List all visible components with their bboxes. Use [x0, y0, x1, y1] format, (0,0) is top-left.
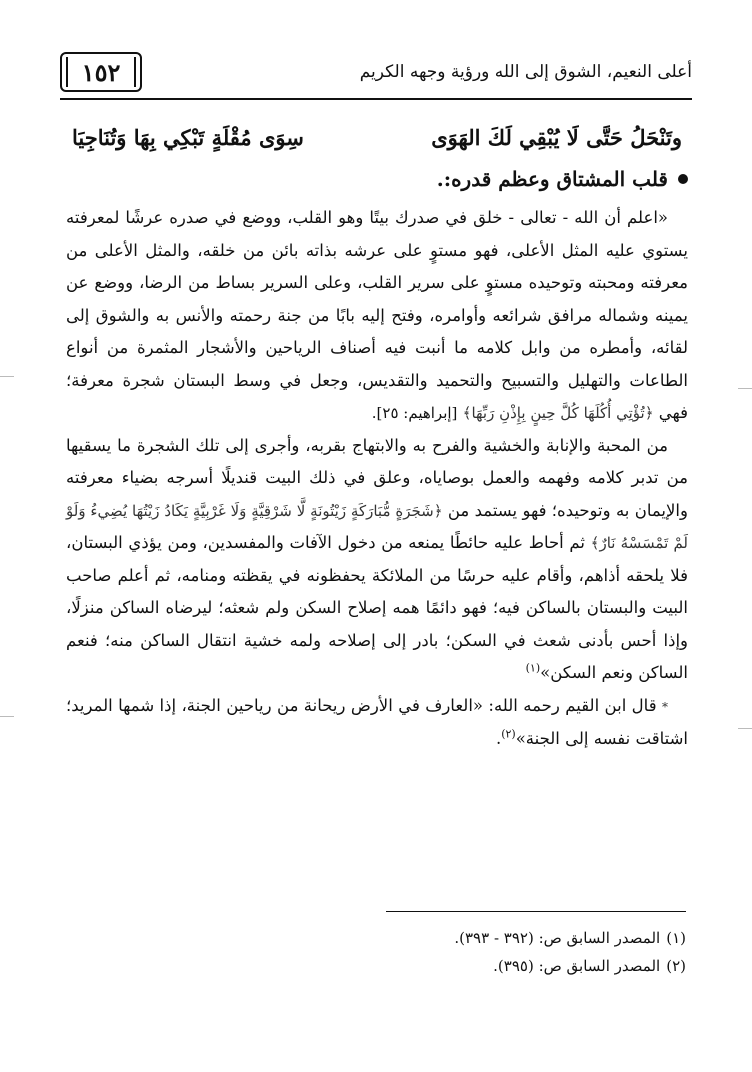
paragraph-3-text: قال ابن القيم رحمه الله: «العارف في الأرض ريحانة من رياحين الجنة، إذا شمها المريد؛ اشتاقت نفسه إلى الجنة» — [66, 695, 688, 748]
page-header — [60, 44, 692, 102]
paragraph-1-text: «اعلم أن الله - تعالى - خلق في صدرك بيتًا وهو القلب، ووضع في صدره عرشًا لمعرفته يستوي عليه المثل الأعلى، فهو مستوٍ على عرشه بذاته بائن من خلقه، والمثل الأعلى من معرفته ومحبته وتوحيده مستوٍ على سرير القلب، وعلى السرير بساط من الرضا، ووضع عن يمينه وشماله مرافق شرائعه وأوامره، وفتح إليه بابًا من جنة رحمته والأنس به والشوق إلى لقائه، وأمطره من وابل كلامه ما أنبت فيه أصناف الرياحين والأشجار المثمرة من أنواع الطاعات والتهليل والتسبيح والتحميد والتقديس، وجعل في وسط البستان شجرة معرفة؛ فهي — [66, 208, 688, 422]
margin-mark — [738, 728, 752, 729]
quran-reference-1: [إبراهيم: ٢٥]. — [371, 404, 458, 422]
paragraph-1 — [66, 202, 688, 430]
quran-quote-1: ﴿تُؤْتِي أُكُلَهَا كُلَّ حِينٍ بِإِذْنِ رَبِّهَا﴾ — [462, 404, 654, 422]
paragraph-3-end: . — [495, 729, 502, 748]
footnote-item — [64, 924, 686, 952]
page-number: ١٥٢ — [60, 52, 142, 92]
footnotes — [64, 924, 686, 980]
running-title: أعلى النعيم، الشوق إلى الله ورؤية وجهه الكريم — [359, 62, 692, 82]
footnote-number: (٢) — [666, 957, 686, 975]
section-heading-text: قلب المشتاق وعظم قدره:. — [436, 167, 668, 191]
footnote-text: المصدر السابق ص: (٣٩٥). — [493, 957, 661, 975]
footnote-number: (١) — [666, 929, 686, 947]
poetry-verse — [66, 118, 688, 158]
footnote-text: المصدر السابق ص: (٣٩٢ - ٣٩٣). — [454, 929, 661, 947]
margin-mark — [738, 388, 752, 389]
footnote-divider — [386, 911, 686, 912]
page-body — [66, 118, 688, 756]
section-heading — [66, 160, 688, 198]
margin-mark — [0, 716, 14, 717]
verse-left-hemistich: سِوَى مُقْلَةٍ تَبْكِي بِهَا وَتُنَاجِيَا — [72, 125, 304, 150]
paragraph-2 — [66, 430, 688, 690]
footnote-item — [64, 952, 686, 980]
paragraph-3 — [66, 690, 688, 756]
verse-right-hemistich: وتَنْحَلُ حَتَّى لَا يُبْقِي لَكَ الهَوَى — [431, 125, 682, 150]
quran-quote-2: ﴿شَجَرَةٍ مُّبَارَكَةٍ زَيْتُونَةٍ لَّا شَرْقِيَّةٍ وَلَا غَرْبِيَّةٍ يَكَادُ زَيْتُهَا يُضِيءُ وَلَوْ لَمْ تَمْسَسْهُ نَارٌ﴾ — [66, 501, 688, 552]
bullet-icon — [678, 174, 688, 184]
paragraph-2-continued: ثم أحاط عليه حائطًا يمنعه من دخول الآفات والمفسدين، ومن يؤذي البستان، فلا يلحقه أذاهم، وأقام عليه حرسًا من الملائكة يحفظونه في يقظته ومنامه، ثم أعلم صاحب البيت والبستان بالساكن فيه؛ فهو دائمًا همه إصلاح السكن ولم شعثه؛ ليرضاه الساكن منزلًا، وإذا أحس بأدنى شعث في السكن؛ بادر إلى إصلاحه ولمه خشية انتقال الساكن منه؛ فنعم الساكن ونعم السكن» — [66, 533, 688, 682]
star-icon: * — [662, 699, 668, 714]
footnote-ref-1: (١) — [525, 661, 541, 675]
paragraph-2-text: من المحبة والإنابة والخشية والفرح به والابتهاج بقربه، وأجرى إلى تلك الشجرة ما يسقيها من تدبر كلامه وفهمه والعمل بوصاياه، وعلق في ذلك البيت قنديلًا أسرجه بضياء معرفته والإيمان به وتوحيده؛ فهو يستمد من — [66, 435, 688, 520]
header-divider — [60, 98, 692, 100]
footnote-ref-2: (٢) — [501, 727, 516, 741]
margin-mark — [0, 376, 14, 377]
